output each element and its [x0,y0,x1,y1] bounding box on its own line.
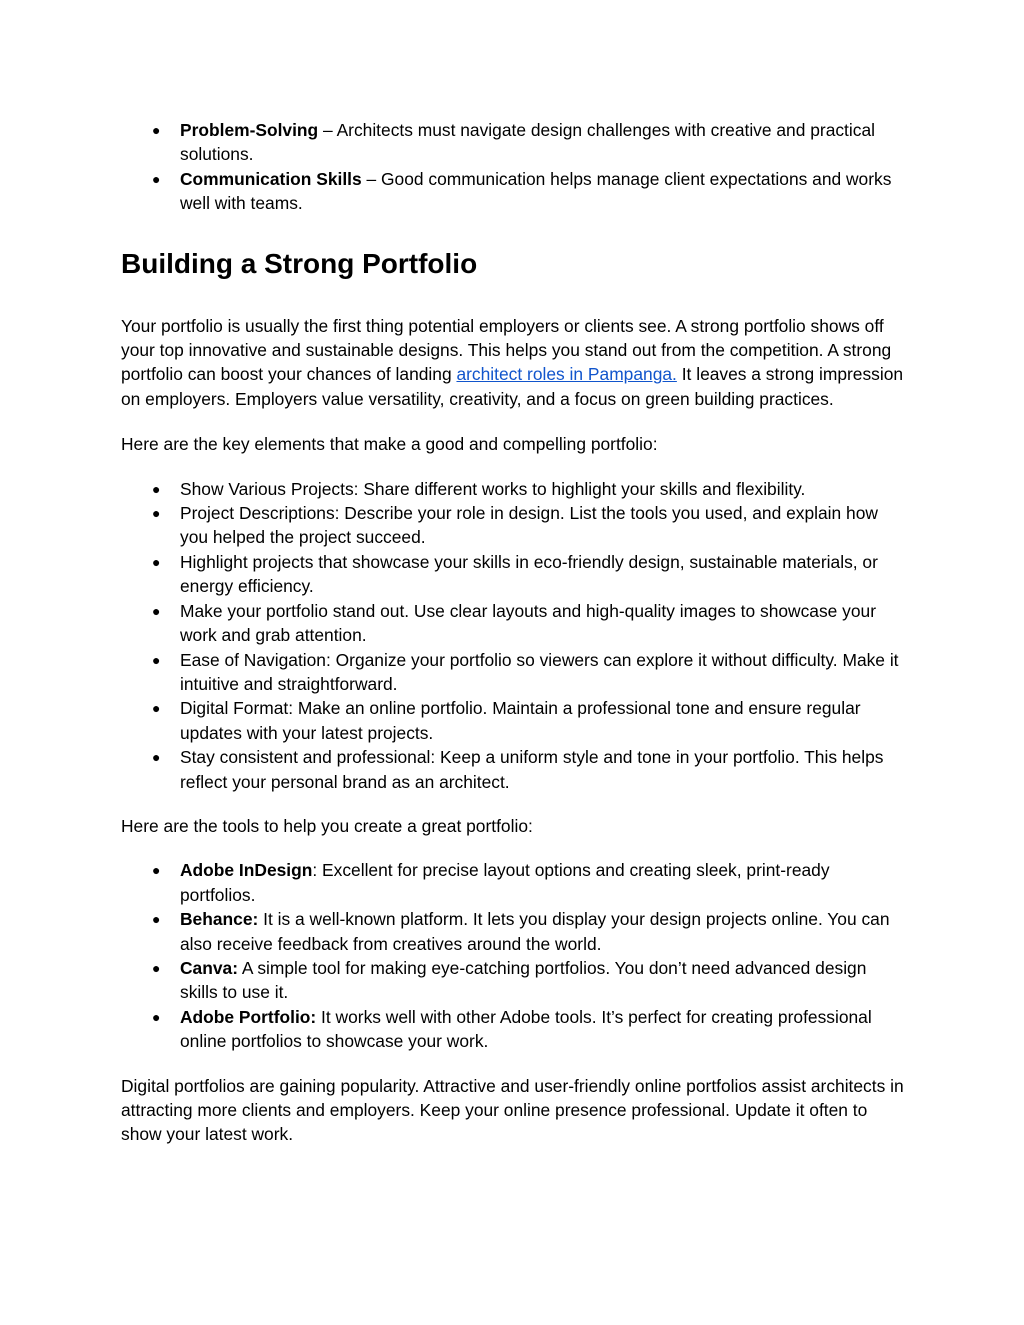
item-bold-term: Communication Skills [180,168,362,189]
item-bold-term: Problem-Solving [180,120,319,140]
bullet-icon: ● [152,862,161,879]
skills-list [121,118,906,216]
list-item [121,501,906,550]
bullet-icon: ● [152,959,161,976]
elements-intro-paragraph: Here are the key elements that make a good and compelling portfolio: [121,434,658,455]
item-bold-term: Adobe InDesign [180,860,313,881]
list-item [121,167,906,216]
item-text: : Excellent for precise layout options and creating sleek, print-ready portfolios. [180,860,830,905]
item-text: Highlight projects that showcase your skills in eco-friendly design, sustainable materials, or energy efficiency. [180,551,878,597]
list-item [121,745,906,794]
list-item [121,550,906,599]
item-bold-term: Behance: [180,909,259,930]
item-text: Make your portfolio stand out. Use clear layouts and high-quality images to showcase your work and grab attention. [180,600,876,646]
bullet-icon: ● [152,553,161,570]
list-item [121,858,906,907]
item-text: Digital Format: Make an online portfolio. Maintain a professional tone and ensure regular updates with your latest projects. [180,698,861,743]
item-bold-term: Canva: [180,957,238,978]
bullet-icon: ● [152,651,161,668]
list-item [121,907,906,956]
item-text: Project Descriptions: Describe your role in design. List the tools you used, and explain how you helped the project succeed. [180,503,878,548]
list-item [121,696,906,745]
list-item [121,118,906,167]
tools-intro-paragraph: Here are the tools to help you create a great portfolio: [121,815,533,836]
list-item [121,956,906,1005]
bullet-icon: ● [152,480,161,497]
intro-text-before-link: Your portfolio is usually the first thing potential employers or clients see. A strong portfolio shows off your top innovative and sustainable designs. This helps you stand out from the competition. A strong portfolio can boost your chances of landing [121,315,892,385]
architect-roles-link[interactable]: architect roles in Pampanga. [456,364,677,385]
list-item [121,1005,906,1054]
item-text: – Architects must navigate design challenges with creative and practical solutions. [180,120,875,165]
bullet-icon: ● [152,505,161,522]
item-bold-term: Adobe Portfolio: [180,1006,317,1027]
intro-paragraph [121,314,906,412]
list-item [121,477,906,501]
section-heading-wrapper [121,246,906,282]
intro-text-after-link: It leaves a strong impression on employers. Employers value versatility, creativity, and a focus on green building practices. [121,364,904,409]
item-text: Show Various Projects: Share different works to highlight your skills and flexibility. [180,478,806,499]
list-item [121,648,906,697]
section-heading: Building a Strong Portfolio [121,247,478,279]
bullet-icon: ● [152,749,161,766]
bullet-icon: ● [152,602,161,619]
item-text: Ease of Navigation: Organize your portfolio so viewers can explore it without difficulty. Make it intuitive and straightforward. [180,649,899,694]
elements-list [121,477,906,794]
closing-paragraph: Digital portfolios are gaining popularity. Attractive and user-friendly online portfolios assist architects in attracting more clients and employers. Keep your online presence professional. Update it often to show your latest work. [121,1075,904,1145]
item-text: A simple tool for making eye-catching portfolios. You don’t need advanced design skills to use it. [180,957,867,1003]
bullet-icon: ● [152,700,161,717]
item-text: Stay consistent and professional: Keep a uniform style and tone in your portfolio. This helps reflect your personal brand as an architect. [180,747,884,792]
bullet-icon: ● [152,170,161,187]
bullet-icon: ● [152,122,161,138]
bullet-icon: ● [152,911,161,928]
item-text: It is a well-known platform. It lets you display your design projects online. You can also receive feedback from creatives around the world. [180,909,890,954]
tools-list [121,858,906,1053]
bullet-icon: ● [152,1008,161,1025]
list-item [121,599,906,648]
item-text: – Good communication helps manage client expectations and works well with teams. [180,168,892,214]
item-text: It works well with other Adobe tools. It’s perfect for creating professional online portfolios to showcase your work. [180,1006,872,1052]
